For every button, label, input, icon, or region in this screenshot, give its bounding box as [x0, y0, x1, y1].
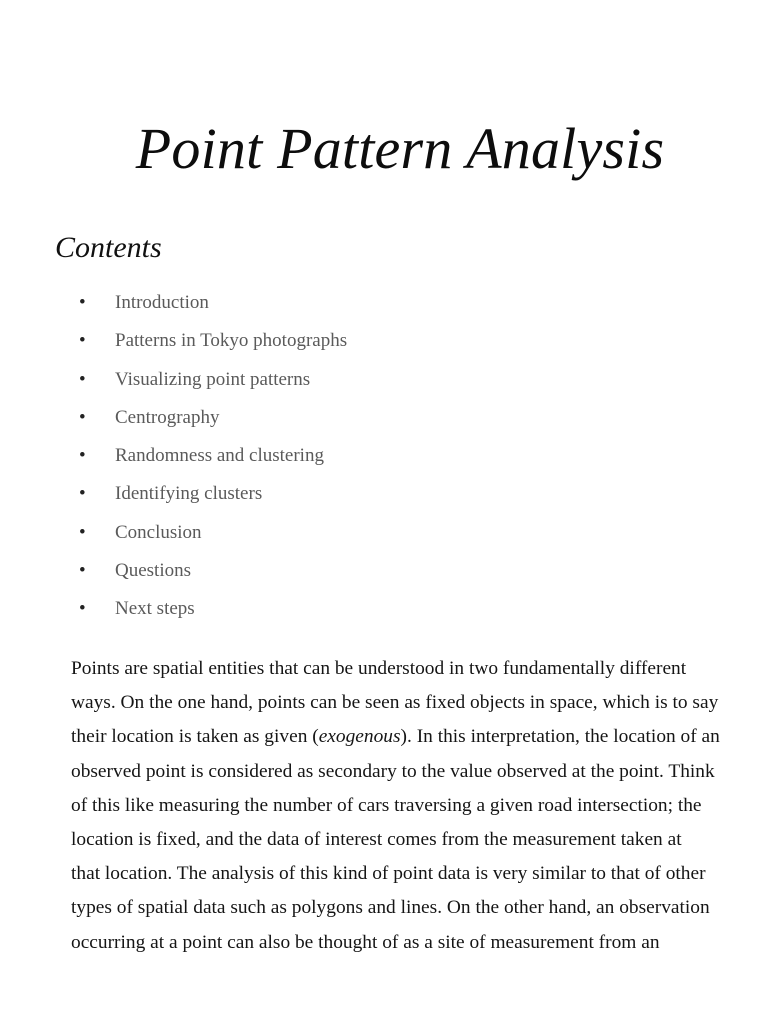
bullet-icon: •	[79, 368, 86, 390]
page-title: Point Pattern Analysis	[135, 116, 665, 181]
toc-item-patterns-in-tokyo-photographs	[0, 322, 347, 360]
bullet-icon: •	[79, 330, 86, 352]
bullet-icon: •	[79, 292, 86, 313]
paragraph-line: observed point is considered as secondary to the value observed at the point. Think	[71, 760, 715, 782]
paragraph-line: types of spatial data such as polygons and lines. On the other hand, an observation	[71, 897, 710, 919]
toc-link-next-steps[interactable]: Next steps	[115, 598, 195, 620]
paragraph-line: location is fixed, and the data of interest comes from the measurement taken at	[71, 829, 682, 851]
toc-link-randomness-and-clustering[interactable]: Randomness and clustering	[115, 445, 324, 467]
toc-link-centrography[interactable]: Centrography	[115, 406, 220, 428]
toc-item-centrography	[0, 399, 347, 437]
toc-link-identifying-clusters[interactable]: Identifying clusters	[115, 483, 263, 505]
paragraph-line	[71, 720, 743, 754]
bullet-icon: •	[79, 483, 86, 505]
bullet-icon: •	[79, 598, 86, 620]
bullet-icon: •	[79, 521, 86, 543]
paragraph-line: Points are spatial entities that can be understood in two fundamentally different	[71, 658, 687, 679]
paragraph-line: of this like measuring the number of cars traversing a given road intersection; the	[71, 794, 702, 816]
bullet-icon: •	[79, 560, 86, 582]
table-of-contents	[0, 284, 347, 629]
paragraph-line: occurring at a point can also be thought of as a site of measurement from an	[71, 931, 660, 953]
paragraph-text: ). In this interpretation, the location of an	[400, 726, 720, 748]
toc-link-visualizing-point-patterns[interactable]: Visualizing point patterns	[115, 368, 311, 390]
bullet-icon: •	[79, 406, 86, 428]
paragraph-line: that location. The analysis of this kind of point data is very similar to that of other	[71, 863, 706, 885]
toc-item-conclusion	[0, 514, 347, 552]
intro-paragraph	[71, 652, 743, 960]
paragraph-text: their location is taken as given (	[71, 726, 319, 748]
toc-item-introduction	[0, 284, 347, 322]
toc-item-questions	[0, 552, 347, 590]
paragraph-line: ways. On the one hand, points can be seen as fixed objects in space, which is to say	[71, 692, 719, 714]
bullet-icon: •	[79, 445, 86, 467]
toc-link-conclusion[interactable]: Conclusion	[115, 521, 202, 543]
toc-item-visualizing-point-patterns	[0, 361, 347, 399]
toc-item-identifying-clusters	[0, 475, 347, 513]
toc-link-introduction[interactable]: Introduction	[115, 292, 209, 313]
toc-item-randomness-and-clustering	[0, 437, 347, 475]
toc-item-next-steps	[0, 590, 347, 628]
contents-heading: Contents	[55, 231, 162, 264]
emphasis-exogenous: exogenous	[318, 726, 401, 748]
toc-link-questions[interactable]: Questions	[115, 560, 191, 582]
toc-link-patterns-in-tokyo-photographs[interactable]: Patterns in Tokyo photographs	[115, 330, 348, 352]
